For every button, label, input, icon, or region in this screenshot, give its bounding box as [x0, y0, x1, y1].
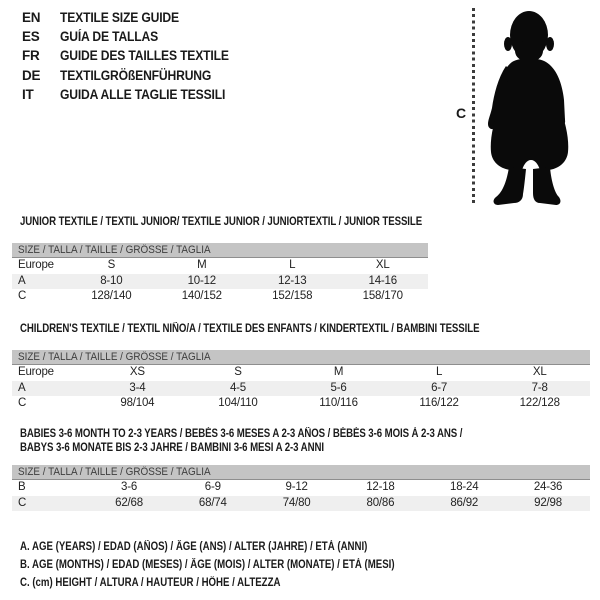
- size-cell: 152/158: [272, 290, 313, 302]
- language-title: GUIDE DES TAILLES TEXTILE: [60, 48, 229, 64]
- size-header-bar: [12, 243, 428, 258]
- height-label-c: C: [456, 105, 467, 121]
- language-code: DE: [22, 67, 41, 83]
- size-header-bar: [12, 350, 590, 365]
- size-cell: 18-24: [450, 481, 479, 493]
- row-label: Europe: [18, 366, 54, 378]
- language-title: GUÍA DE TALLAS: [60, 29, 159, 45]
- language-code: IT: [22, 86, 34, 102]
- babies-size-table: [12, 480, 590, 511]
- size-cell: 140/152: [181, 290, 222, 302]
- language-row: [22, 46, 248, 65]
- size-cell: 116/122: [419, 397, 459, 409]
- footnote-line: [20, 556, 466, 574]
- language-list: [22, 8, 248, 104]
- junior-size-table: [12, 258, 428, 305]
- language-title: GUIDA ALLE TAGLIE TESSILI: [60, 86, 226, 102]
- table-row: [12, 381, 590, 397]
- size-cell: 6-7: [431, 381, 448, 394]
- language-row: [22, 27, 248, 46]
- height-dashed-line: [472, 8, 475, 206]
- size-cell: XL: [532, 366, 547, 378]
- table-row: [12, 289, 428, 305]
- size-cell: 110/116: [319, 397, 358, 409]
- table-title-text: BABIES 3-6 MONTH TO 2-3 YEARS / BEBÉS 3-6 MESES A 2-3 AÑOS / BÉBÉS 3-6 MOIS À 2-3 ANS /: [20, 428, 463, 440]
- size-cell: XL: [375, 259, 390, 271]
- size-cell: 6-9: [204, 481, 221, 493]
- children-textile-section: [12, 322, 590, 412]
- size-cell: 62/68: [115, 496, 143, 509]
- table-row: [12, 480, 590, 496]
- size-cell: 8-10: [100, 274, 123, 287]
- size-cell: 3-4: [129, 381, 146, 394]
- row-label: C: [18, 397, 27, 409]
- language-title: TEXTILE SIZE GUIDE: [60, 10, 179, 25]
- language-title: TEXTILGRÖßENFÜHRUNG: [60, 67, 212, 83]
- baby-silhouette-icon: [482, 10, 572, 212]
- footnote-text: B. AGE (MONTHS) / EDAD (MESES) / ÂGE (MOIS) / ALTER (MONATE) / ETÀ (MESI): [20, 559, 395, 572]
- size-cell: 12-18: [366, 481, 395, 493]
- table-title-text: JUNIOR TEXTILE / TEXTIL JUNIOR/ TEXTILE JUNIOR / JUNIORTEXTIL / JUNIOR TESSILE: [20, 216, 423, 228]
- row-label: A: [18, 381, 26, 394]
- table-title: [12, 427, 590, 455]
- size-cell: XS: [129, 366, 145, 378]
- size-cell: 5-6: [330, 381, 347, 394]
- size-cell: 10-12: [187, 274, 216, 287]
- size-cell: 24-36: [533, 481, 563, 493]
- size-cell: 128/140: [91, 290, 132, 302]
- size-cell: L: [289, 259, 296, 271]
- footnotes: [20, 538, 466, 593]
- size-header-label: SIZE / TALLA / TAILLE / GRÖSSE / TAGLIA: [18, 351, 211, 363]
- size-cell: 14-16: [368, 274, 397, 287]
- size-cell: 4-5: [229, 381, 246, 394]
- size-cell: M: [197, 259, 207, 271]
- table-title: [12, 215, 428, 229]
- size-cell: 98/104: [120, 397, 155, 409]
- table-title-text: BABYS 3-6 MONATE BIS 2-3 JAHRE / BAMBINI 3-6 MESI A 2-3 ANNI: [20, 442, 324, 454]
- size-cell: S: [234, 366, 242, 378]
- table-title-text: CHILDREN'S TEXTILE / TEXTIL NIÑO/A / TEXTILE DES ENFANTS / KINDERTEXTIL / BAMBINI TESSILE: [20, 323, 480, 335]
- table-row: [12, 365, 590, 381]
- footnote-text: C. (cm) HEIGHT / ALTURA / HAUTEUR / HÖHE / ALTEZZA: [20, 577, 281, 590]
- row-label: B: [18, 481, 26, 493]
- language-code: EN: [22, 10, 41, 25]
- size-cell: 74/80: [282, 496, 311, 509]
- language-row: [22, 8, 248, 27]
- size-cell: 158/170: [362, 290, 403, 302]
- size-cell: 122/128: [519, 397, 560, 409]
- footnote-line: [20, 574, 466, 592]
- size-cell: 68/74: [198, 496, 227, 509]
- table-row: [12, 258, 428, 274]
- table-row: [12, 396, 590, 412]
- row-label: C: [18, 496, 27, 509]
- language-row: [22, 85, 248, 104]
- row-label: C: [18, 290, 27, 302]
- size-cell: 104/110: [218, 397, 258, 409]
- junior-textile-section: [12, 215, 428, 305]
- footnote-text: A. AGE (YEARS) / EDAD (AÑOS) / ÂGE (ANS) / ALTER (JAHRE) / ETÀ (ANNI): [20, 541, 368, 553]
- size-cell: 86/92: [450, 496, 479, 509]
- children-size-table: [12, 365, 590, 412]
- size-cell: M: [333, 366, 344, 378]
- table-title: [12, 322, 590, 336]
- size-header-label: SIZE / TALLA / TAILLE / GRÖSSE / TAGLIA: [18, 244, 211, 256]
- size-cell: 7-8: [531, 381, 548, 394]
- language-row: [22, 66, 248, 85]
- table-row: [12, 496, 590, 512]
- size-cell: 3-6: [121, 481, 138, 493]
- size-header-bar: [12, 465, 590, 480]
- footnote-line: [20, 538, 466, 556]
- size-header-label: SIZE / TALLA / TAILLE / GRÖSSE / TAGLIA: [18, 466, 211, 478]
- size-cell: 12-13: [278, 274, 307, 287]
- size-cell: 9-12: [285, 481, 308, 493]
- table-row: [12, 274, 428, 290]
- size-cell: 92/98: [534, 496, 562, 509]
- language-code: FR: [22, 48, 40, 64]
- row-label: A: [18, 274, 26, 287]
- babies-textile-section: [12, 427, 590, 511]
- size-cell: L: [435, 366, 443, 378]
- row-label: Europe: [18, 259, 54, 271]
- size-cell: S: [107, 259, 116, 271]
- language-code: ES: [22, 29, 40, 45]
- size-cell: 80/86: [366, 496, 395, 509]
